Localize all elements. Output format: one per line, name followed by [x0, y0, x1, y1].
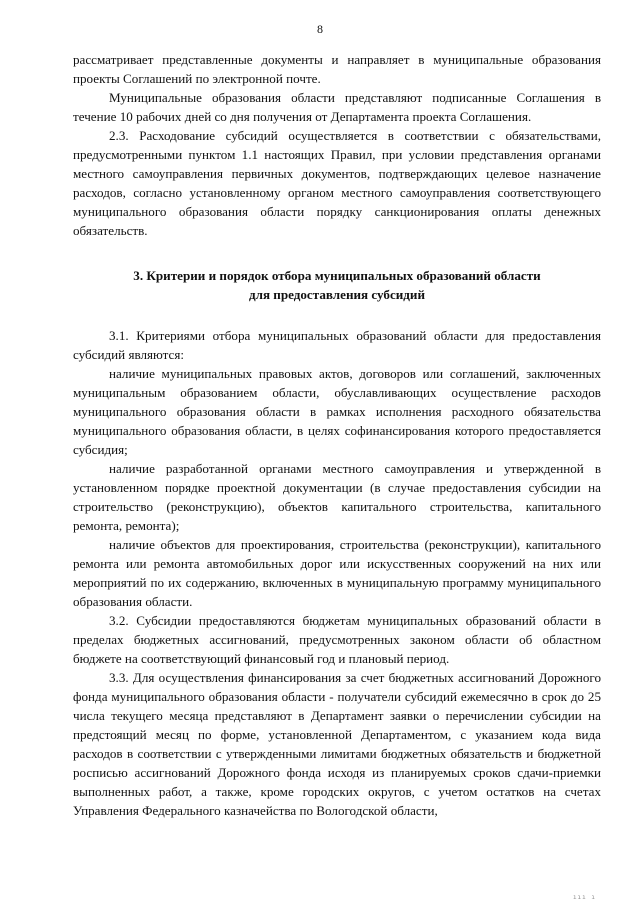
paragraph-criterion-project-docs: наличие разработанной органами местного самоуправления и утвержденной в установленном порядке проектной документации (в случае предоставления субсидии на строительство (реконструкцию), объектов капитального строительства, капитального ремонта, ремонта); — [73, 461, 601, 533]
paragraph-3-2: 3.2. Субсидии предоставляются бюджетам муниципальных образований области в пределах бюджетных ассигнований, предусмотренных законом области об областном бюджете на соответствующий финансовый год и плановый период. — [73, 613, 601, 666]
paragraph-3-1: 3.1. Критериями отбора муниципальных образований области для предоставления субсидий являются: — [73, 328, 601, 362]
scan-footer-mark: ııı ı — [572, 894, 596, 901]
paragraph-criterion-legal-acts: наличие муниципальных правовых актов, договоров или соглашений, заключенных муниципальным образованием области, обуславливающих осуществление расходов муниципального образования области в рамках исполнения расходного обязательства муниципального образования области, в целях софинансирования которого предоставляется субсидия; — [73, 366, 601, 457]
paragraph-2-3: 2.3. Расходование субсидий осуществляется в соответствии с обязательствами, предусмотренными пунктом 1.1 настоящих Правил, при условии представления органами местного самоуправления первичных документов, подтверждающих целевое назначение расходов, согласно установленному органом местного самоуправления соответствующего муниципального образования области порядку санкционирования оплаты денежных обязательств. — [73, 128, 601, 238]
paragraph-continuation: рассматривает представленные документы и направляет в муниципальные образования проекты Соглашений по электронной почте. — [73, 52, 601, 86]
paragraph-criterion-objects: наличие объектов для проектирования, строительства (реконструкции), капитального ремонта или ремонта автомобильных дорог или искусственных сооружений на них или мероприятий по их содержанию, включенных в муниципальную программу муниципального образования области. — [73, 537, 601, 609]
paragraph-agreements-signing: Муниципальные образования области представляют подписанные Соглашения в течение 10 рабочих дней со дня получения от Департамента проекта Соглашения. — [73, 90, 601, 124]
document-body — [73, 50, 601, 820]
page-number: 8 — [317, 22, 323, 36]
paragraph-3-3: 3.3. Для осуществления финансирования за счет бюджетных ассигнований Дорожного фонда муниципального образования области - получатели субсидий ежемесячно в срок до 25 числа текущего месяца представляют в Департамент заявки о перечислении субсидии на предстоящий месяц по форме, установленной Департаментом, с указанием кода вида расходов в соответствии с утвержденными лимитами бюджетных обязательств и бюджетной росписью ассигнований Дорожного фонда исходя из планируемых сроков сдачи-приемки выполненных работ, а также, кроме городских округов, с учетом остатков на счетах Управления Федерального казначейства по Вологодской области, — [73, 670, 601, 818]
section-heading-line-1: 3. Критерии и порядок отбора муниципальных образований области — [133, 268, 541, 283]
section-heading — [73, 266, 601, 304]
section-heading-line-2: для предоставления субсидий — [248, 287, 426, 302]
